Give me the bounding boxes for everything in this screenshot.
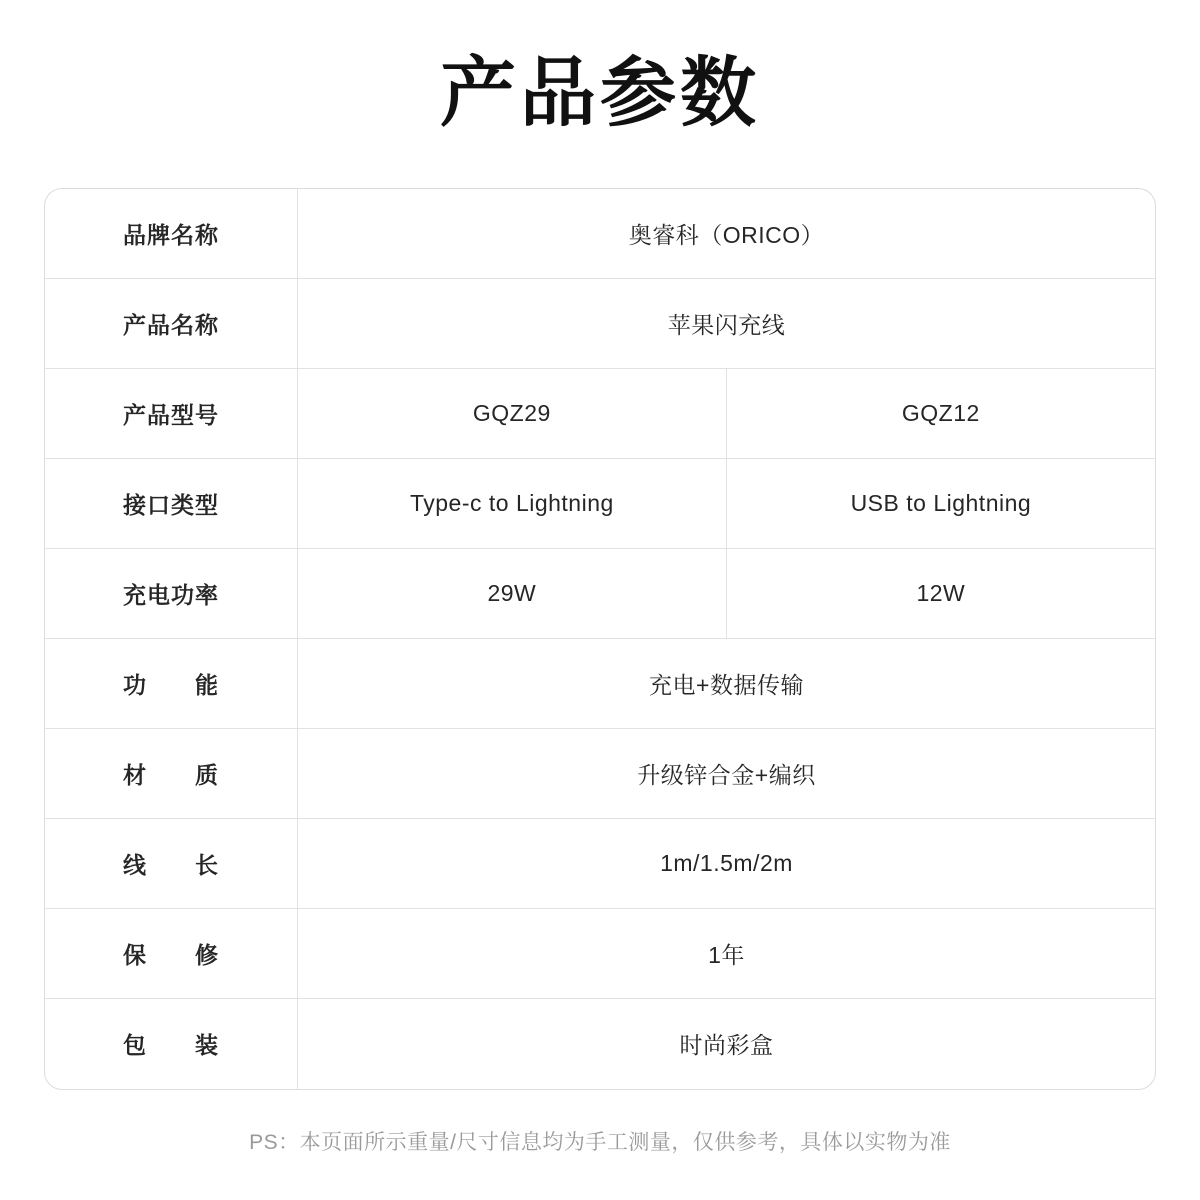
table-row xyxy=(45,639,1155,729)
row-value-model-left: GQZ29 xyxy=(298,369,727,459)
row-label-length: 线 长 xyxy=(45,819,298,909)
spec-table xyxy=(45,189,1155,1089)
row-label-product-name: 产品名称 xyxy=(45,279,298,369)
row-label-material: 材 质 xyxy=(45,729,298,819)
spec-table-container xyxy=(44,188,1156,1090)
row-label-packaging: 包 装 xyxy=(45,999,298,1089)
table-row xyxy=(45,549,1155,639)
row-value-model-right: GQZ12 xyxy=(726,369,1155,459)
row-label-interface: 接口类型 xyxy=(45,459,298,549)
table-row xyxy=(45,729,1155,819)
row-value-product-name: 苹果闪充线 xyxy=(298,279,1156,369)
table-row xyxy=(45,279,1155,369)
row-value-brand: 奥睿科（ORICO） xyxy=(298,189,1156,279)
row-value-power-left: 29W xyxy=(298,549,727,639)
row-label-model: 产品型号 xyxy=(45,369,298,459)
row-value-packaging: 时尚彩盒 xyxy=(679,1032,774,1059)
table-row xyxy=(45,909,1155,999)
row-value-function: 充电+数据传输 xyxy=(298,639,1156,729)
row-label-power: 充电功率 xyxy=(45,549,298,639)
row-label-function: 功 能 xyxy=(45,639,298,729)
row-value-material: 升级锌合金+编织 xyxy=(298,729,1156,819)
row-value-warranty: 1年 xyxy=(298,909,1156,999)
row-value-interface-right: USB to Lightning xyxy=(726,459,1155,549)
table-row xyxy=(45,189,1155,279)
footnote-text: PS：本页面所示重量/尺寸信息均为手工测量，仅供参考，具体以实物为准 xyxy=(249,1131,951,1154)
row-label-warranty: 保 修 xyxy=(45,909,298,999)
table-row xyxy=(45,369,1155,459)
page-title: 产品参数 xyxy=(440,51,760,136)
row-value-length: 1m/1.5m/2m xyxy=(298,819,1156,909)
row-value-power-right: 12W xyxy=(726,549,1155,639)
table-row xyxy=(45,459,1155,549)
table-row xyxy=(45,819,1155,909)
row-label-brand: 品牌名称 xyxy=(45,189,298,279)
row-value-interface-left: Type-c to Lightning xyxy=(298,459,727,549)
table-row xyxy=(45,999,1155,1089)
